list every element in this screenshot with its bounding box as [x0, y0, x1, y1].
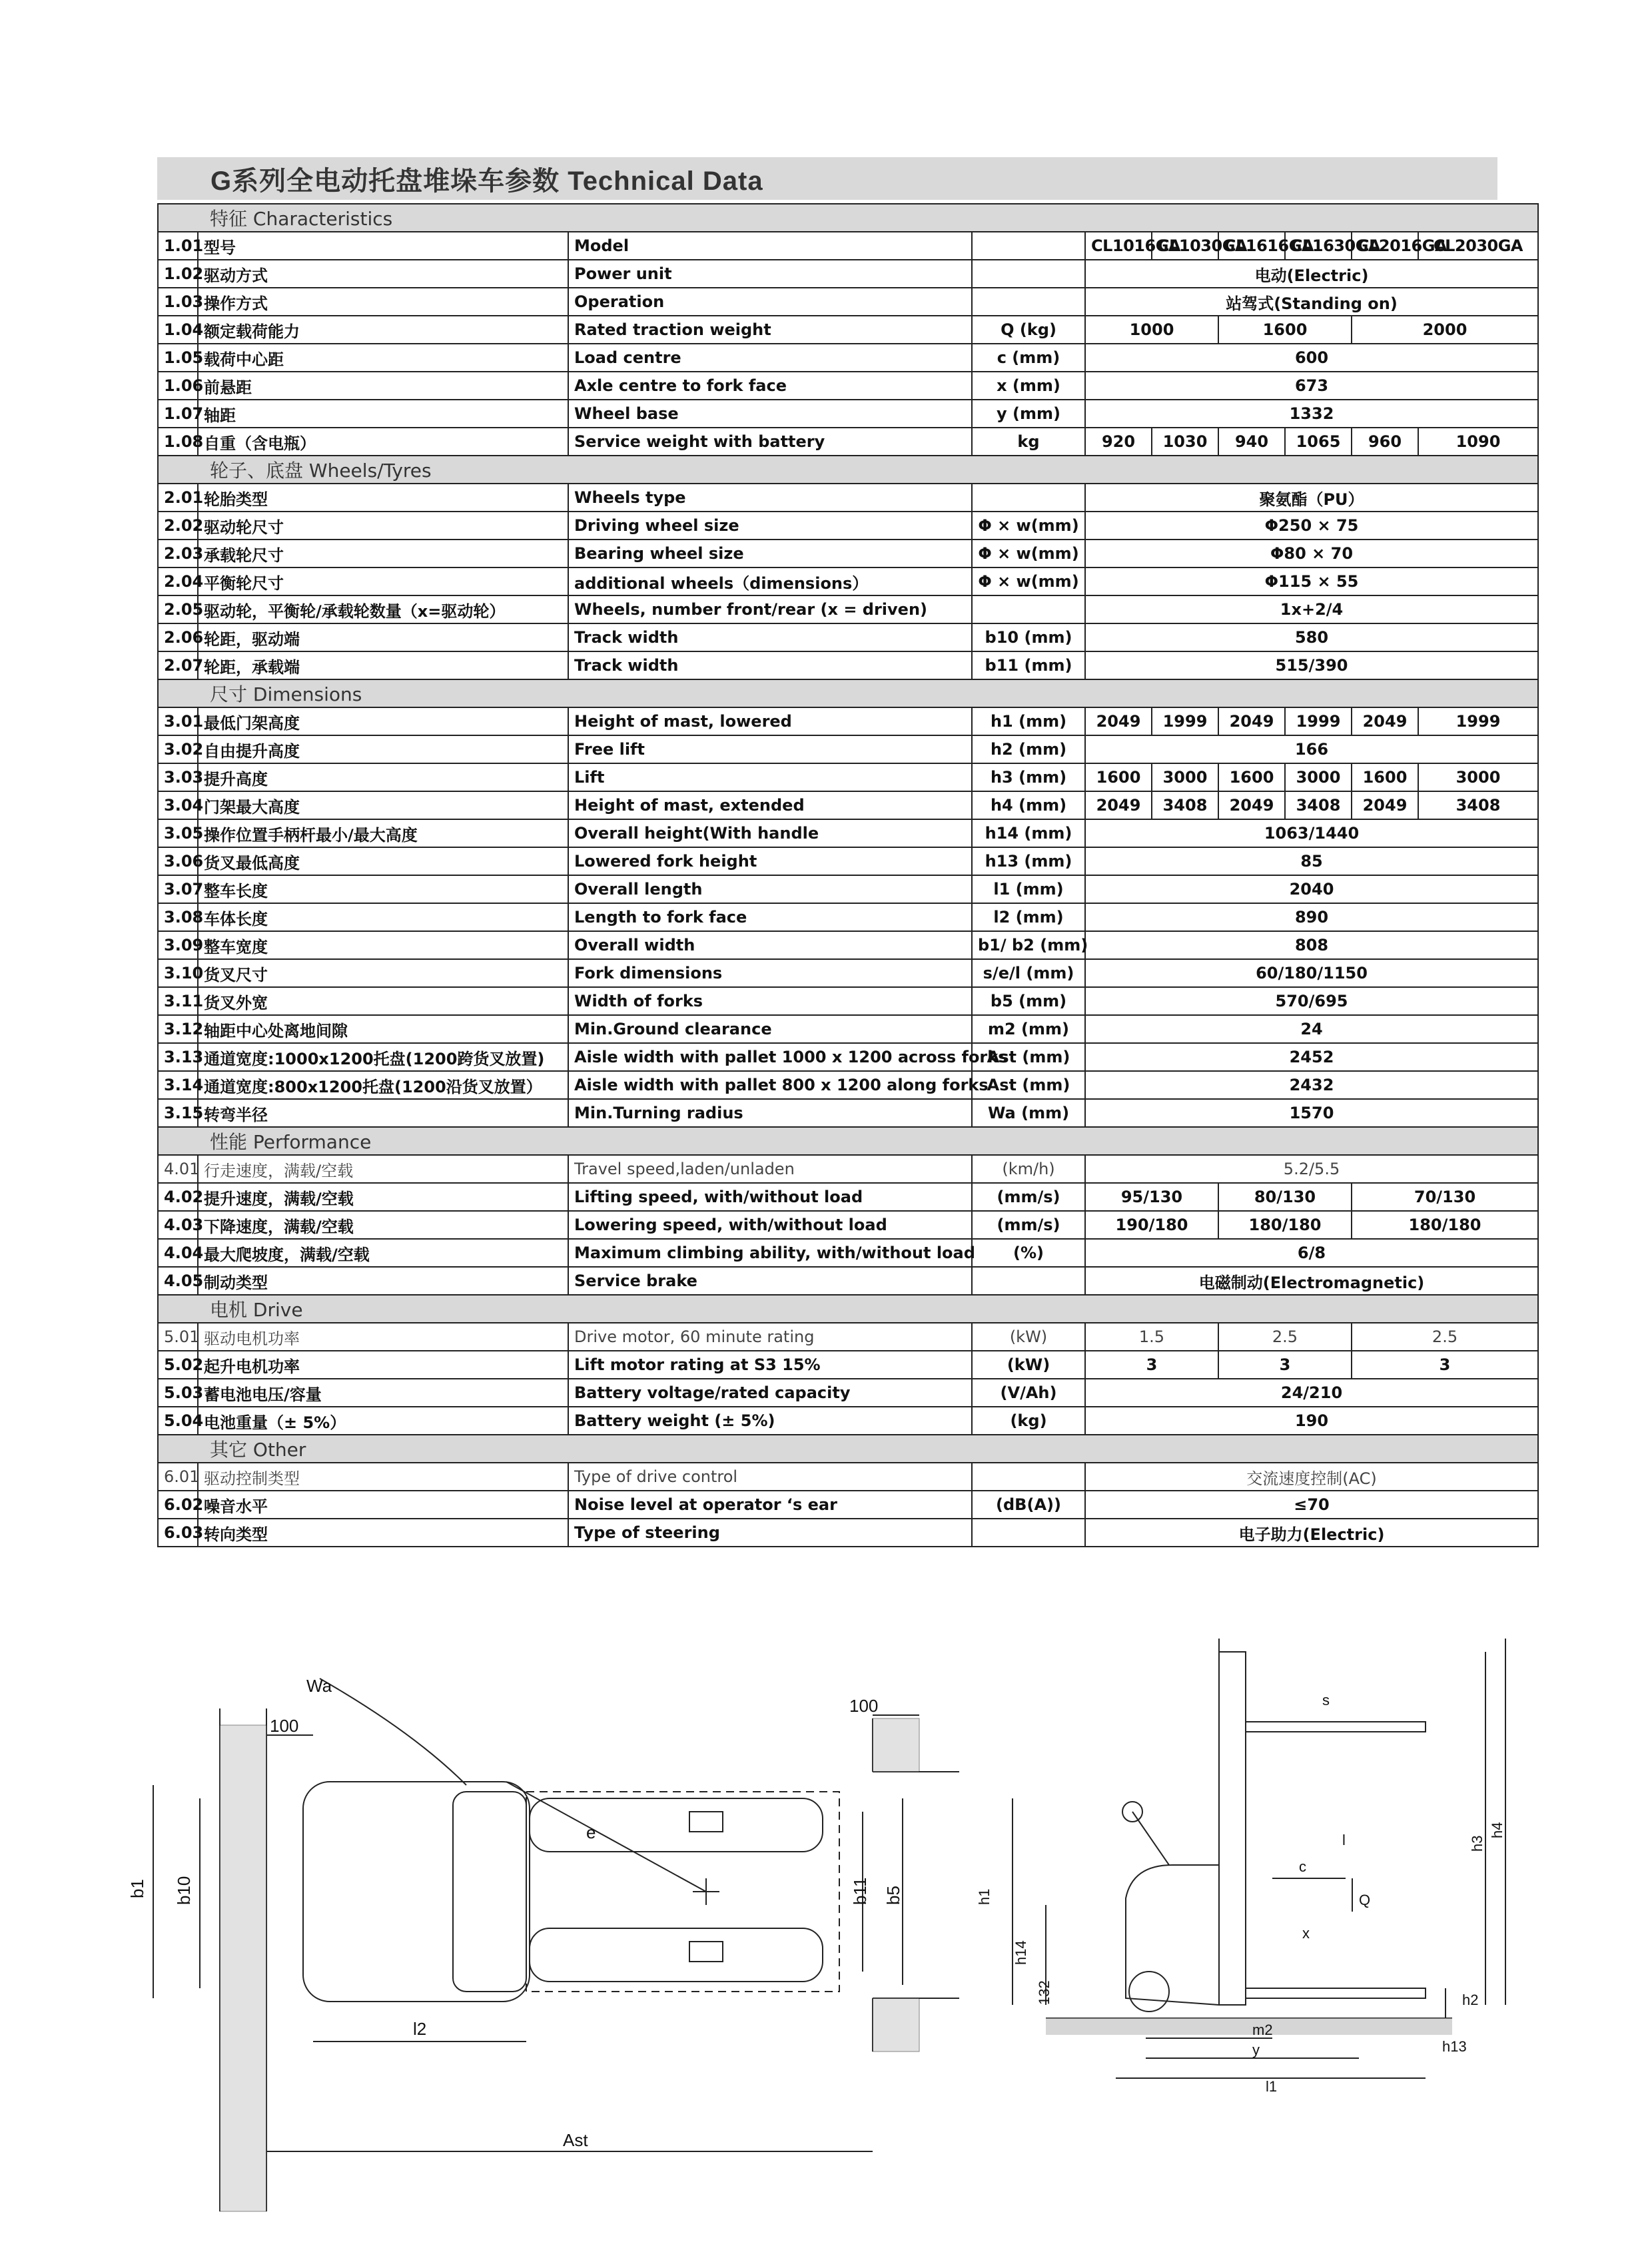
row-number: 5.02 [158, 1351, 198, 1379]
row-number: 3.07 [158, 875, 198, 903]
value-cell: 580 [1085, 623, 1538, 651]
row-unit: l1 (mm) [972, 875, 1085, 903]
value-cell: 2000 [1352, 316, 1538, 344]
row-number: 1.08 [158, 428, 198, 456]
dim-b11: b11 [850, 1877, 870, 1905]
row-label-cn: 整车长度 [198, 875, 568, 903]
value-cell: 2432 [1085, 1071, 1538, 1099]
row-label-en: Noise level at operator ‘s ear [568, 1491, 972, 1519]
value-cell: 1x+2/4 [1085, 595, 1538, 623]
row-label-en: Type of drive control [568, 1463, 972, 1491]
row-label-cn: 型号 [198, 232, 568, 260]
value-cell: 2049 [1085, 791, 1152, 819]
dim-l1: l1 [1266, 2078, 1278, 2095]
value-cell: Φ250 × 75 [1085, 512, 1538, 540]
value-cell: 5.2/5.5 [1085, 1155, 1538, 1183]
value-cell: 1030 [1152, 428, 1218, 456]
row-label-cn: 提升速度，满载/空载 [198, 1183, 568, 1211]
value-cell: 1000 [1085, 316, 1218, 344]
row-number: 3.13 [158, 1043, 198, 1071]
value-cell: 2049 [1218, 791, 1285, 819]
row-label-cn: 自由提升高度 [198, 735, 568, 763]
row-label-en: Length to fork face [568, 903, 972, 931]
dim-h1: h1 [976, 1888, 993, 1905]
value-cell: 166 [1085, 735, 1538, 763]
dim-x: x [1302, 1925, 1310, 1942]
row-unit: b1/ b2 (mm) [972, 931, 1085, 959]
row-number: 3.14 [158, 1071, 198, 1099]
row-number: 1.02 [158, 260, 198, 288]
row-number: 5.04 [158, 1407, 198, 1435]
row-label-en: Model [568, 232, 972, 260]
row-label-cn: 驱动电机功率 [198, 1323, 568, 1351]
value-cell: 6/8 [1085, 1239, 1538, 1267]
row-number: 3.09 [158, 931, 198, 959]
row-unit: b5 (mm) [972, 987, 1085, 1015]
row-unit: Φ × w(mm) [972, 567, 1085, 595]
row-label-cn: 制动类型 [198, 1267, 568, 1295]
row-label-en: Min.Ground clearance [568, 1015, 972, 1043]
row-unit: x (mm) [972, 372, 1085, 400]
section-title: 其它 Other [198, 1435, 1538, 1463]
row-unit: (mm/s) [972, 1211, 1085, 1239]
row-number: 4.03 [158, 1211, 198, 1239]
row-label-cn: 平衡轮尺寸 [198, 567, 568, 595]
row-label-en: Service brake [568, 1267, 972, 1295]
dim-e: e [586, 1822, 596, 1842]
row-unit: (kg) [972, 1407, 1085, 1435]
row-label-cn: 整车宽度 [198, 931, 568, 959]
row-number: 2.07 [158, 651, 198, 679]
model-cell: CL2030GA [1418, 232, 1538, 260]
row-number: 4.05 [158, 1267, 198, 1295]
row-label-en: Lifting speed, with/without load [568, 1183, 972, 1211]
row-unit: h14 (mm) [972, 819, 1085, 847]
row-unit: (%) [972, 1239, 1085, 1267]
value-cell: 3408 [1418, 791, 1538, 819]
value-cell: 190 [1085, 1407, 1538, 1435]
row-label-en: Drive motor, 60 minute rating [568, 1323, 972, 1351]
row-number: 4.02 [158, 1183, 198, 1211]
value-cell: 3 [1352, 1351, 1538, 1379]
value-cell: 2040 [1085, 875, 1538, 903]
value-cell: 960 [1352, 428, 1418, 456]
row-number: 3.01 [158, 707, 198, 735]
row-label-en: Wheels, number front/rear (x = driven) [568, 595, 972, 623]
row-label-en: Maximum climbing ability, with/without load [568, 1239, 972, 1267]
section-title: 轮子、底盘 Wheels/Tyres [198, 456, 1538, 484]
dim-l: l [1342, 1832, 1346, 1848]
section-title: 性能 Performance [198, 1127, 1538, 1155]
row-label-cn: 轮胎类型 [198, 484, 568, 512]
row-label-cn: 蓄电池电压/容量 [198, 1379, 568, 1407]
row-unit: h2 (mm) [972, 735, 1085, 763]
row-label-cn: 下降速度，满载/空载 [198, 1211, 568, 1239]
row-unit: y (mm) [972, 400, 1085, 428]
value-cell: 70/130 [1352, 1183, 1538, 1211]
value-cell: 3408 [1152, 791, 1218, 819]
value-cell: 515/390 [1085, 651, 1538, 679]
row-label-en: Bearing wheel size [568, 540, 972, 567]
row-label-cn: 货叉外宽 [198, 987, 568, 1015]
model-cell: CL2016GA [1352, 232, 1418, 260]
value-cell: 2049 [1218, 707, 1285, 735]
row-number: 3.12 [158, 1015, 198, 1043]
row-number: 2.06 [158, 623, 198, 651]
model-cell: CL1630GA [1285, 232, 1352, 260]
row-label-cn: 额定载荷能力 [198, 316, 568, 344]
row-unit: b11 (mm) [972, 651, 1085, 679]
dim-q: Q [1359, 1892, 1371, 1908]
row-number: 1.06 [158, 372, 198, 400]
row-label-en: Travel speed,laden/unladen [568, 1155, 972, 1183]
row-unit: l2 (mm) [972, 903, 1085, 931]
row-label-en: Power unit [568, 260, 972, 288]
section-title: 电机 Drive [198, 1295, 1538, 1323]
row-label-cn: 车体长度 [198, 903, 568, 931]
row-number: 1.07 [158, 400, 198, 428]
value-cell: 2.5 [1352, 1323, 1538, 1351]
row-unit: s/e/l (mm) [972, 959, 1085, 987]
value-cell: 1570 [1085, 1099, 1538, 1127]
row-label-cn: 驱动方式 [198, 260, 568, 288]
row-label-cn: 操作位置手柄杆最小/最大高度 [198, 819, 568, 847]
value-cell: 2452 [1085, 1043, 1538, 1071]
row-label-cn: 行走速度，满载/空载 [198, 1155, 568, 1183]
value-cell: 600 [1085, 344, 1538, 372]
row-unit: b10 (mm) [972, 623, 1085, 651]
row-label-en: Free lift [568, 735, 972, 763]
row-number: 3.10 [158, 959, 198, 987]
row-unit: h4 (mm) [972, 791, 1085, 819]
row-number: 4.04 [158, 1239, 198, 1267]
row-number: 4.01 [158, 1155, 198, 1183]
row-number: 2.02 [158, 512, 198, 540]
row-label-cn: 驱动轮，平衡轮/承载轮数量（x=驱动轮） [198, 595, 568, 623]
dim-b10: b10 [174, 1876, 194, 1905]
row-label-cn: 门架最大高度 [198, 791, 568, 819]
row-label-en: Type of steering [568, 1519, 972, 1547]
model-cell: CL1030GA [1152, 232, 1218, 260]
value-cell: 1600 [1352, 763, 1418, 791]
value-cell: 95/130 [1085, 1183, 1218, 1211]
row-number: 2.01 [158, 484, 198, 512]
row-number: 3.04 [158, 791, 198, 819]
value-cell: 3 [1218, 1351, 1352, 1379]
row-unit: (V/Ah) [972, 1379, 1085, 1407]
row-label-cn: 轴距 [198, 400, 568, 428]
value-cell: 3000 [1285, 763, 1352, 791]
dim-c: c [1299, 1858, 1306, 1875]
dim-ast: Ast [563, 2130, 588, 2150]
row-unit: kg [972, 428, 1085, 456]
row-label-cn: 转弯半径 [198, 1099, 568, 1127]
dim-132: 132 [1036, 1980, 1052, 2005]
row-unit: (km/h) [972, 1155, 1085, 1183]
row-number: 5.01 [158, 1323, 198, 1351]
dim-100a: 100 [270, 1716, 299, 1736]
row-label-cn: 提升高度 [198, 763, 568, 791]
row-label-cn: 承载轮尺寸 [198, 540, 568, 567]
value-cell: 电动(Electric) [1085, 260, 1538, 288]
value-cell: 1600 [1218, 316, 1352, 344]
row-number: 1.03 [158, 288, 198, 316]
row-unit: h3 (mm) [972, 763, 1085, 791]
value-cell: 180/180 [1218, 1211, 1352, 1239]
row-label-cn: 最大爬坡度，满载/空载 [198, 1239, 568, 1267]
dim-h3: h3 [1469, 1835, 1485, 1852]
value-cell: Φ115 × 55 [1085, 567, 1538, 595]
row-number: 3.03 [158, 763, 198, 791]
row-number: 3.15 [158, 1099, 198, 1127]
row-number: 5.03 [158, 1379, 198, 1407]
row-label-en: Aisle width with pallet 1000 x 1200 across forks [568, 1043, 972, 1071]
dim-wa: Wa [306, 1676, 332, 1696]
row-label-cn: 转向类型 [198, 1519, 568, 1547]
row-number: 2.03 [158, 540, 198, 567]
value-cell: 1999 [1418, 707, 1538, 735]
row-unit: Φ × w(mm) [972, 540, 1085, 567]
row-label-en: Service weight with battery [568, 428, 972, 456]
row-number: 3.08 [158, 903, 198, 931]
value-cell: 570/695 [1085, 987, 1538, 1015]
value-cell: 920 [1085, 428, 1152, 456]
value-cell: 2.5 [1218, 1323, 1352, 1351]
row-label-cn: 驱动控制类型 [198, 1463, 568, 1491]
value-cell: 2049 [1352, 707, 1418, 735]
row-label-en: Load centre [568, 344, 972, 372]
value-cell: 1063/1440 [1085, 819, 1538, 847]
row-number: 6.01 [158, 1463, 198, 1491]
row-label-cn: 通道宽度:800x1200托盘(1200沿货叉放置） [198, 1071, 568, 1099]
dim-y: y [1252, 2042, 1260, 2058]
row-label-en: Height of mast, lowered [568, 707, 972, 735]
value-cell: 24 [1085, 1015, 1538, 1043]
value-cell: 80/130 [1218, 1183, 1352, 1211]
value-cell: 3 [1085, 1351, 1218, 1379]
row-label-cn: 驱动轮尺寸 [198, 512, 568, 540]
value-cell: 2049 [1352, 791, 1418, 819]
value-cell: 聚氨酯（PU） [1085, 484, 1538, 512]
row-label-en: Lift [568, 763, 972, 791]
row-number: 3.05 [158, 819, 198, 847]
row-label-en: Operation [568, 288, 972, 316]
value-cell: 60/180/1150 [1085, 959, 1538, 987]
row-unit: Φ × w(mm) [972, 512, 1085, 540]
row-label-en: Wheels type [568, 484, 972, 512]
row-unit: Wa (mm) [972, 1099, 1085, 1127]
row-label-en: Min.Turning radius [568, 1099, 972, 1127]
row-label-cn: 轮距，驱动端 [198, 623, 568, 651]
dim-h13: h13 [1442, 2038, 1467, 2055]
row-unit: (dB(A)) [972, 1491, 1085, 1519]
row-label-cn: 电池重量（± 5%） [198, 1407, 568, 1435]
row-number: 6.02 [158, 1491, 198, 1519]
dim-l2: l2 [413, 2019, 427, 2039]
dim-100b: 100 [849, 1696, 879, 1716]
row-label-en: Track width [568, 651, 972, 679]
value-cell: 3408 [1285, 791, 1352, 819]
row-number: 3.11 [158, 987, 198, 1015]
row-label-en: Axle centre to fork face [568, 372, 972, 400]
row-label-en: Driving wheel size [568, 512, 972, 540]
row-number: 3.06 [158, 847, 198, 875]
row-number: 6.03 [158, 1519, 198, 1547]
value-cell: Φ80 × 70 [1085, 540, 1538, 567]
value-cell: 940 [1218, 428, 1285, 456]
row-label-en: Wheel base [568, 400, 972, 428]
value-cell: 站驾式(Standing on) [1085, 288, 1538, 316]
row-unit: (mm/s) [972, 1183, 1085, 1211]
row-label-en: Lowered fork height [568, 847, 972, 875]
row-number: 2.05 [158, 595, 198, 623]
row-label-en: Fork dimensions [568, 959, 972, 987]
value-cell: 180/180 [1352, 1211, 1538, 1239]
row-unit: h1 (mm) [972, 707, 1085, 735]
dim-h2: h2 [1462, 1992, 1479, 2008]
row-number: 2.04 [158, 567, 198, 595]
row-number: 1.04 [158, 316, 198, 344]
row-label-cn: 起升电机功率 [198, 1351, 568, 1379]
dim-h4: h4 [1489, 1822, 1505, 1838]
row-unit: (kW) [972, 1351, 1085, 1379]
row-label-en: Rated traction weight [568, 316, 972, 344]
value-cell: 1999 [1152, 707, 1218, 735]
row-label-en: Lift motor rating at S3 15% [568, 1351, 972, 1379]
row-unit: m2 (mm) [972, 1015, 1085, 1043]
value-cell: 电子助力(Electric) [1085, 1519, 1538, 1547]
row-label-cn: 轴距中心处离地间隙 [198, 1015, 568, 1043]
row-number: 1.05 [158, 344, 198, 372]
row-label-en: Overall length [568, 875, 972, 903]
value-cell: 85 [1085, 847, 1538, 875]
row-label-cn: 前悬距 [198, 372, 568, 400]
dim-h14: h14 [1013, 1940, 1029, 1965]
page-title: G系列全电动托盘堆垛车参数 Technical Data [210, 166, 763, 196]
dim-s: s [1322, 1692, 1330, 1708]
row-label-en: Overall height(With handle [568, 819, 972, 847]
row-label-en: Height of mast, extended [568, 791, 972, 819]
value-cell: 1332 [1085, 400, 1538, 428]
value-cell: 3000 [1418, 763, 1538, 791]
value-cell: 890 [1085, 903, 1538, 931]
row-unit: Ast (mm) [972, 1043, 1085, 1071]
dim-b5: b5 [883, 1886, 903, 1905]
section-title: 特征 Characteristics [198, 204, 1538, 232]
section-title: 尺寸 Dimensions [198, 679, 1538, 707]
row-label-cn: 货叉尺寸 [198, 959, 568, 987]
row-label-en: Battery weight (± 5%) [568, 1407, 972, 1435]
value-cell: 电磁制动(Electromagnetic) [1085, 1267, 1538, 1295]
value-cell: 808 [1085, 931, 1538, 959]
row-label-en: Overall width [568, 931, 972, 959]
row-label-cn: 轮距，承载端 [198, 651, 568, 679]
value-cell: ≤70 [1085, 1491, 1538, 1519]
value-cell: 1999 [1285, 707, 1352, 735]
row-label-cn: 自重（含电瓶） [198, 428, 568, 456]
model-cell: CL1616GA [1218, 232, 1285, 260]
row-unit: (kW) [972, 1323, 1085, 1351]
row-number: 3.02 [158, 735, 198, 763]
row-label-en: Width of forks [568, 987, 972, 1015]
value-cell: 1065 [1285, 428, 1352, 456]
value-cell: 1.5 [1085, 1323, 1218, 1351]
row-unit: Q (kg) [972, 316, 1085, 344]
row-label-en: Aisle width with pallet 800 x 1200 along forks [568, 1071, 972, 1099]
row-label-en: Battery voltage/rated capacity [568, 1379, 972, 1407]
dim-b1: b1 [127, 1879, 147, 1898]
row-label-cn: 噪音水平 [198, 1491, 568, 1519]
row-number: 1.01 [158, 232, 198, 260]
value-cell: 3000 [1152, 763, 1218, 791]
row-label-en: additional wheels（dimensions） [568, 567, 972, 595]
value-cell: 190/180 [1085, 1211, 1218, 1239]
row-label-cn: 最低门架高度 [198, 707, 568, 735]
row-label-en: Track width [568, 623, 972, 651]
value-cell: 24/210 [1085, 1379, 1538, 1407]
value-cell: 交流速度控制(AC) [1085, 1463, 1538, 1491]
dim-m2: m2 [1252, 2022, 1273, 2038]
value-cell: 1090 [1418, 428, 1538, 456]
model-cell: CL1016GA [1085, 232, 1152, 260]
row-label-cn: 操作方式 [198, 288, 568, 316]
row-label-cn: 货叉最低高度 [198, 847, 568, 875]
value-cell: 1600 [1085, 763, 1152, 791]
row-unit: h13 (mm) [972, 847, 1085, 875]
row-label-en: Lowering speed, with/without load [568, 1211, 972, 1239]
value-cell: 1600 [1218, 763, 1285, 791]
row-label-cn: 通道宽度:1000x1200托盘(1200跨货叉放置) [198, 1043, 568, 1071]
row-unit: c (mm) [972, 344, 1085, 372]
row-label-cn: 载荷中心距 [198, 344, 568, 372]
value-cell: 673 [1085, 372, 1538, 400]
row-unit: Ast (mm) [972, 1071, 1085, 1099]
value-cell: 2049 [1085, 707, 1152, 735]
